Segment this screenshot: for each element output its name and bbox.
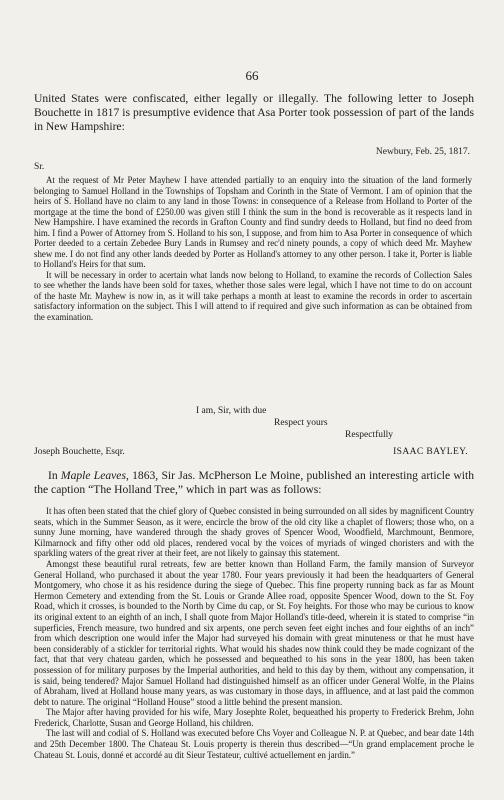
letter-salutation: Sr. (34, 162, 45, 172)
intro-paragraph: United States were confiscated, either legally or illegally. The following letter to Joseph Bouchette in 1817 is presumptive evidence that Asa Porter took possession of part of the lands in New Hampshire: (34, 92, 474, 134)
quote-paragraph: Amongst these beautiful rural retreats, few are better known than Holland Farm, the family mansion of Surveyor General Holland, who purchased it about the year 1780. Four years previously it had been the headquarters of General Montgomery, who chose it as his residence during the siege of Quebec. This fine property running back as far as Mount Hermon Cemetery and extending from the St. Louis or Grande Allee road, opposite Spencer Wood, down to the St. Foy Road, which it crosses, is bounded to the North by Cime du cap, or St. Foy heights. For those who may be curious to know its original extent to an eighth of an inch, I shall quote from Major Holland's title-deed, wherein it is stated to comprise “in superficies, French measure, two hundred and six arpents, one perch seven feet eight inches and four eighths of an inch” from which description one would infer the Major had surveyed his domain with great minuteness or that he must have been considerably of a stickler for territorial rights. What would his shades now think could they be made cognizant of the fact, that that very chateau garden, which he possessed and bequeathed to his sons in the year 1800, has been taken possession of for military purposes by the Imperial authorities, and held to this day by them, without any compensation, it is said, being tendered? Major Samuel Holland had distinguished himself as an officer under General Wolfe, in the Plains of Abraham, lived at Holland house many years, as was customary in those days, in affluence, and at last paid the common debt to nature. The original “Holland House” stood a little behind the present mansion. (34, 558, 474, 707)
letter-closing-line-3: Respectfully (345, 430, 394, 440)
page-number: 66 (245, 68, 259, 83)
letter-addressee: Joseph Bouchette, Esqr. (34, 447, 125, 457)
maple-leaves-paragraph (34, 469, 474, 497)
holland-tree-quote (34, 506, 474, 760)
quote-paragraph: The last will and codial of S. Holland was executed before Chs Voyer and Colleague N. P. at Quebec, and bear date 14th and 25th December 1800. The Chateau St. Louis property is therein thus described—“Un grand emplacement proche le Chateau St. Louis, donné et accordé au dit Sieur Testateur, cultivé actuellement en jardin.” (34, 728, 474, 760)
letter-closing-line-2: Respect yours (274, 418, 328, 428)
quote-paragraph: It has often been stated that the chief glory of Quebec consisted in being surrounded on all sides by magnificent Country seats, which in the Summer Season, as it were, encircle the brow of the old city like a chaplet of flowers; those who, on a sunny June morning, have wandered through the shady groves of Spencer Wood, Woodfield, Marchmount, Benmore, Kilmarnock and fifty other odd old places, rendered vocal by the voices of myriads of winged choristers and with the sparkling waters of the great river at their feet, are not likely to gainsay this statement. (34, 506, 474, 559)
maple-rest: , 1863, Sir Jas. McPherson Le Moine, published an interesting article with the caption “The Holland Tree,” which in part was as follows: (34, 469, 474, 496)
letter-paragraph: It will be necessary in order to acertain what lands now belong to Holland, to examine the records of Collection Sales to see whether the lands have been sold for taxes, whether those sales were legal, which I have not time to do on account of the haste Mr. Mayhew is now in, as it will take perhaps a month at least to examine the records in order to ascertain satisfactory information on the subject. This I will attend to if required and give such information as can be obtained from the examination. (34, 269, 472, 322)
letter-paragraph: At the request of Mr Peter Mayhew I have attended partially to an enquiry into the situation of the land formerly belonging to Samuel Holland in the Townships of Topsham and Corinth in the State of Vermont. I am of opinion that the heirs of S. Holland have no claim to any land in those Towns: in consequence of a Release from Holland to Porter of the mortgage at the time the bond of £250.00 was given still I think the sum in the bond is recoverable as it respects land in New Hampshire. I have examined the records in Grafton County and find sundry deeds to Holland, but find no deed from him. I find a Power of Attorney from S. Holland to his son, I suppose, and from him to Asa Porter in consequence of which Porter deeded to a certain Zebedee Bury Lands in Rumsey and rec'd ninety pounds, a copy of which deed Mr. Mayhew shew me. I do not find any other lands deeded by Porter as Holland's attorney to any other person. I take it, Porter is liable to Holland's Heirs for that sum. (34, 175, 472, 269)
letter-signature: ISAAC BAYLEY. (393, 447, 468, 457)
maple-prefix: In (48, 469, 61, 482)
quote-paragraph: The Major after having provided for his wife, Mary Josephte Rolet, bequeathed his property to Frederick Brehm, John Frederick, Charlotte, Susan and George Holland, his children. (34, 707, 474, 728)
letter-dateline: Newbury, Feb. 25, 1817. (375, 147, 470, 157)
maple-leaves-title: Maple Leaves (60, 469, 126, 482)
letter-body (34, 175, 472, 322)
letter-closing-line-1: I am, Sir, with due (196, 406, 267, 416)
